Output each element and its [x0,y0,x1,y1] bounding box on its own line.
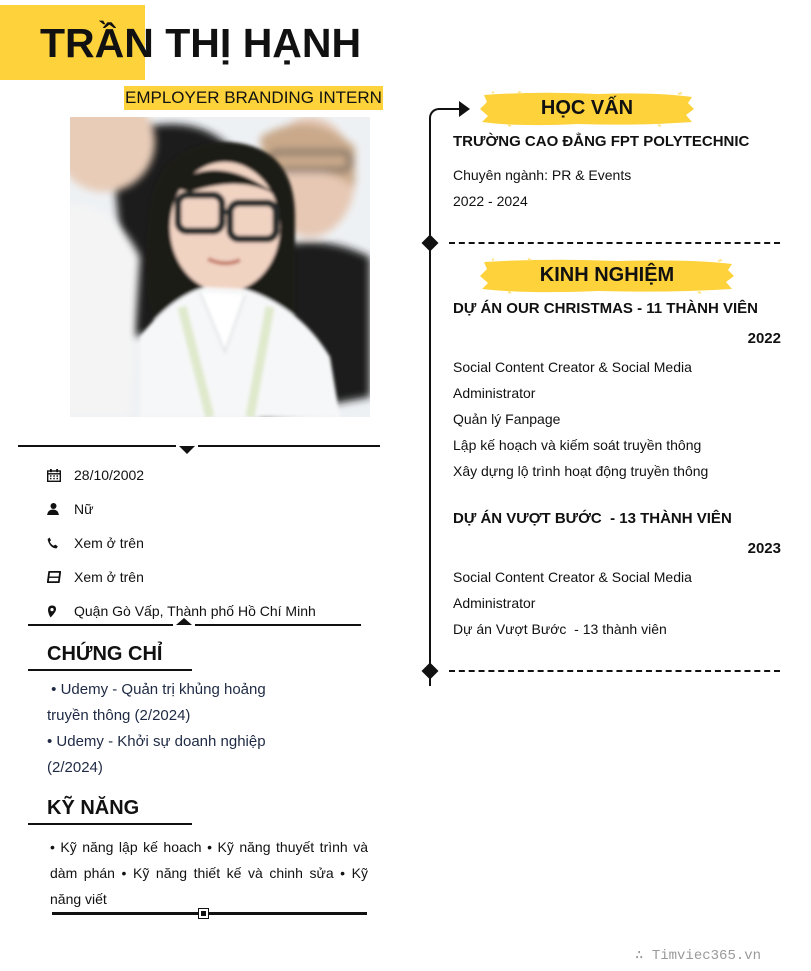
info-email [45,560,385,594]
diamond-marker-icon [422,663,439,680]
calendar-icon [45,467,74,483]
education-title: HỌC VẤN [540,97,634,119]
user-icon [45,501,74,517]
watermark: ∴ Timviec365.vn [635,948,762,964]
phone-value: Xem ở trên [74,535,144,551]
timeline-line [429,122,431,686]
square-knob-icon [198,908,209,919]
profile-photo [70,117,370,417]
skills-underline [28,823,192,825]
experience-title: KINH NGHIỆM [539,264,675,286]
email-icon [45,569,74,585]
info-divider-bottom [28,624,361,626]
info-address [45,594,385,628]
email-value: Xem ở trên [74,569,144,585]
project-detail: Lập kế hoạch và kiếm soát truyền thông [453,437,702,453]
certificate-line: • Udemy - Quản trị khủng hoảng [47,681,266,698]
skills-text: • Kỹ năng lập kế hoach • Kỹ năng thuyết trình và dàm phán • Kỹ năng thiết kế và chinh sửa • Kỹ năng viết [50,839,368,907]
gender-value: Nữ [74,501,94,517]
info-gender [45,492,385,526]
phone-icon [45,535,74,551]
project-title: DỰ ÁN OUR CHRISTMAS - 11 THÀNH VIÊN [453,300,758,317]
info-divider-top [18,445,380,447]
candidate-name: TRẦN THỊ HẠNH [40,20,362,66]
education-period: 2022 - 2024 [453,193,528,209]
education-major: Chuyên ngành: PR & Events [453,167,632,183]
certificate-line: truyền thông (2/2024) [47,707,191,724]
certificates-list [47,677,297,781]
job-title: EMPLOYER BRANDING INTERN [124,86,383,110]
info-birthdate [45,458,385,492]
portrait-image [70,117,370,417]
experience-header [478,258,736,294]
timeline-connector [442,108,460,110]
certificates-title: CHỨNG CHỈ [47,643,163,665]
certificates-underline [28,669,192,671]
project-title: DỰ ÁN VƯỢT BƯỚC - 13 THÀNH VIÊN [453,510,732,527]
education-header [478,91,696,127]
address-value: Quận Gò Vấp, Thành phố Hồ Chí Minh [74,603,316,619]
project-detail: Social Content Creator & Social Media [453,569,692,585]
location-icon [45,603,74,619]
info-phone [45,526,385,560]
bottom-rule [52,912,367,915]
certificate-line: (2/2024) [47,759,103,776]
project-detail: Social Content Creator & Social Media [453,359,692,375]
project-detail: Xây dựng lộ trình hoạt động truyền thông [453,463,709,479]
triangle-up-icon [176,618,192,625]
birthdate-value: 28/10/2002 [74,467,145,483]
arrow-right-icon [459,101,470,117]
section-dashed-divider [449,670,780,672]
timeline-curve [429,108,443,124]
project-detail: Dự án Vượt Bước - 13 thành viên [453,621,667,637]
project-year: 2023 [747,540,781,557]
certificate-line: • Udemy - Khởi sự doanh nghiệp [47,733,266,750]
section-dashed-divider [449,242,780,244]
project-detail: Administrator [453,595,536,611]
triangle-down-icon [179,446,195,454]
personal-info [45,458,385,628]
project-detail: Quản lý Fanpage [453,411,561,427]
project-year: 2022 [747,330,781,347]
school-name: TRƯỜNG CAO ĐẲNG FPT POLYTECHNIC [453,133,750,150]
diamond-marker-icon [422,235,439,252]
skills-title: KỸ NĂNG [47,797,140,819]
project-detail: Administrator [453,385,536,401]
